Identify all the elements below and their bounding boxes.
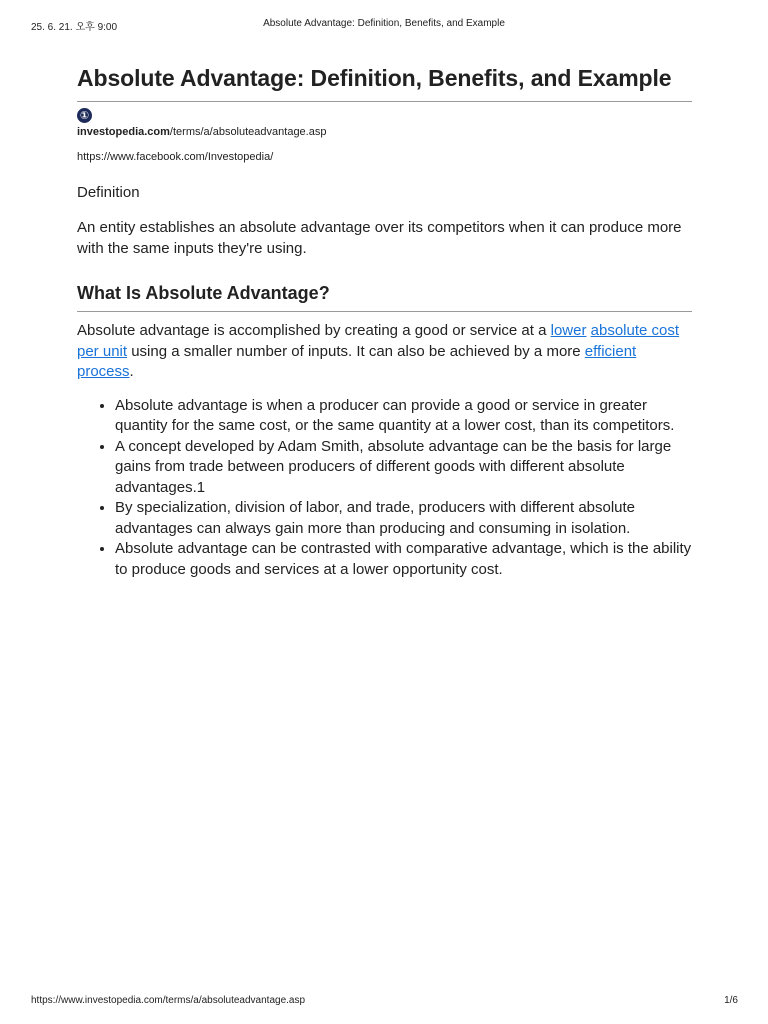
print-header — [0, 18, 768, 32]
print-header-datetime: 25. 6. 21. 오후 9:00 — [31, 22, 118, 33]
section-heading: What Is Absolute Advantage? — [77, 281, 692, 312]
print-footer — [0, 995, 768, 1009]
article-title: Absolute Advantage: Definition, Benefits, and Example — [77, 62, 692, 102]
intro-text-2: using a smaller number of inputs. It can also be achieved by a more — [127, 342, 585, 360]
link-absolute-cost-per-unit[interactable]: absolute cost per unit — [77, 322, 680, 360]
page-number: 1/6 — [724, 995, 738, 1006]
definition-label: Definition — [77, 184, 140, 201]
source-url[interactable] — [77, 126, 326, 138]
list-item: • By specialization, division of labor, and trade, producers with different absolute advantages can always gain more than producing and consuming in isolation. — [115, 498, 692, 539]
intro-text-1: Absolute advantage is accomplished by creating a good or service at a — [77, 322, 551, 339]
article — [77, 62, 692, 580]
list-item: • Absolute advantage can be contrasted with comparative advantage, which is the ability to produce goods and services at a lower opportunity cost. — [115, 539, 692, 580]
print-footer-url: https://www.investopedia.com/terms/a/absoluteadvantage.asp — [31, 995, 306, 1006]
intro-text-3: . — [129, 363, 134, 380]
source-domain: investopedia.com — [77, 126, 170, 138]
list-item: • A concept developed by Adam Smith, absolute advantage can be the basis for large gains from trade between producers of different goods with different absolute advantages.1 — [115, 437, 692, 499]
definition-text: An entity establishes an absolute advantage over its competitors when it can produce more with the same inputs they're using. — [77, 219, 682, 257]
link-efficient-process[interactable]: efficient process — [77, 342, 637, 380]
list-item: • Absolute advantage is when a producer can provide a good or service in greater quantity for the same cost, or the same quantity at a lower cost, than its competitors. — [115, 396, 692, 437]
investopedia-logo-icon: ① — [77, 108, 92, 123]
facebook-link[interactable]: https://www.facebook.com/Investopedia/ — [77, 151, 274, 163]
source-path: /terms/a/absoluteadvantage.asp — [169, 126, 327, 138]
intro-paragraph — [77, 321, 692, 383]
print-header-title: Absolute Advantage: Definition, Benefits, and Example — [263, 18, 505, 29]
link-lower[interactable]: lower — [550, 322, 587, 339]
key-points-list — [77, 396, 692, 581]
source-block — [77, 106, 692, 140]
